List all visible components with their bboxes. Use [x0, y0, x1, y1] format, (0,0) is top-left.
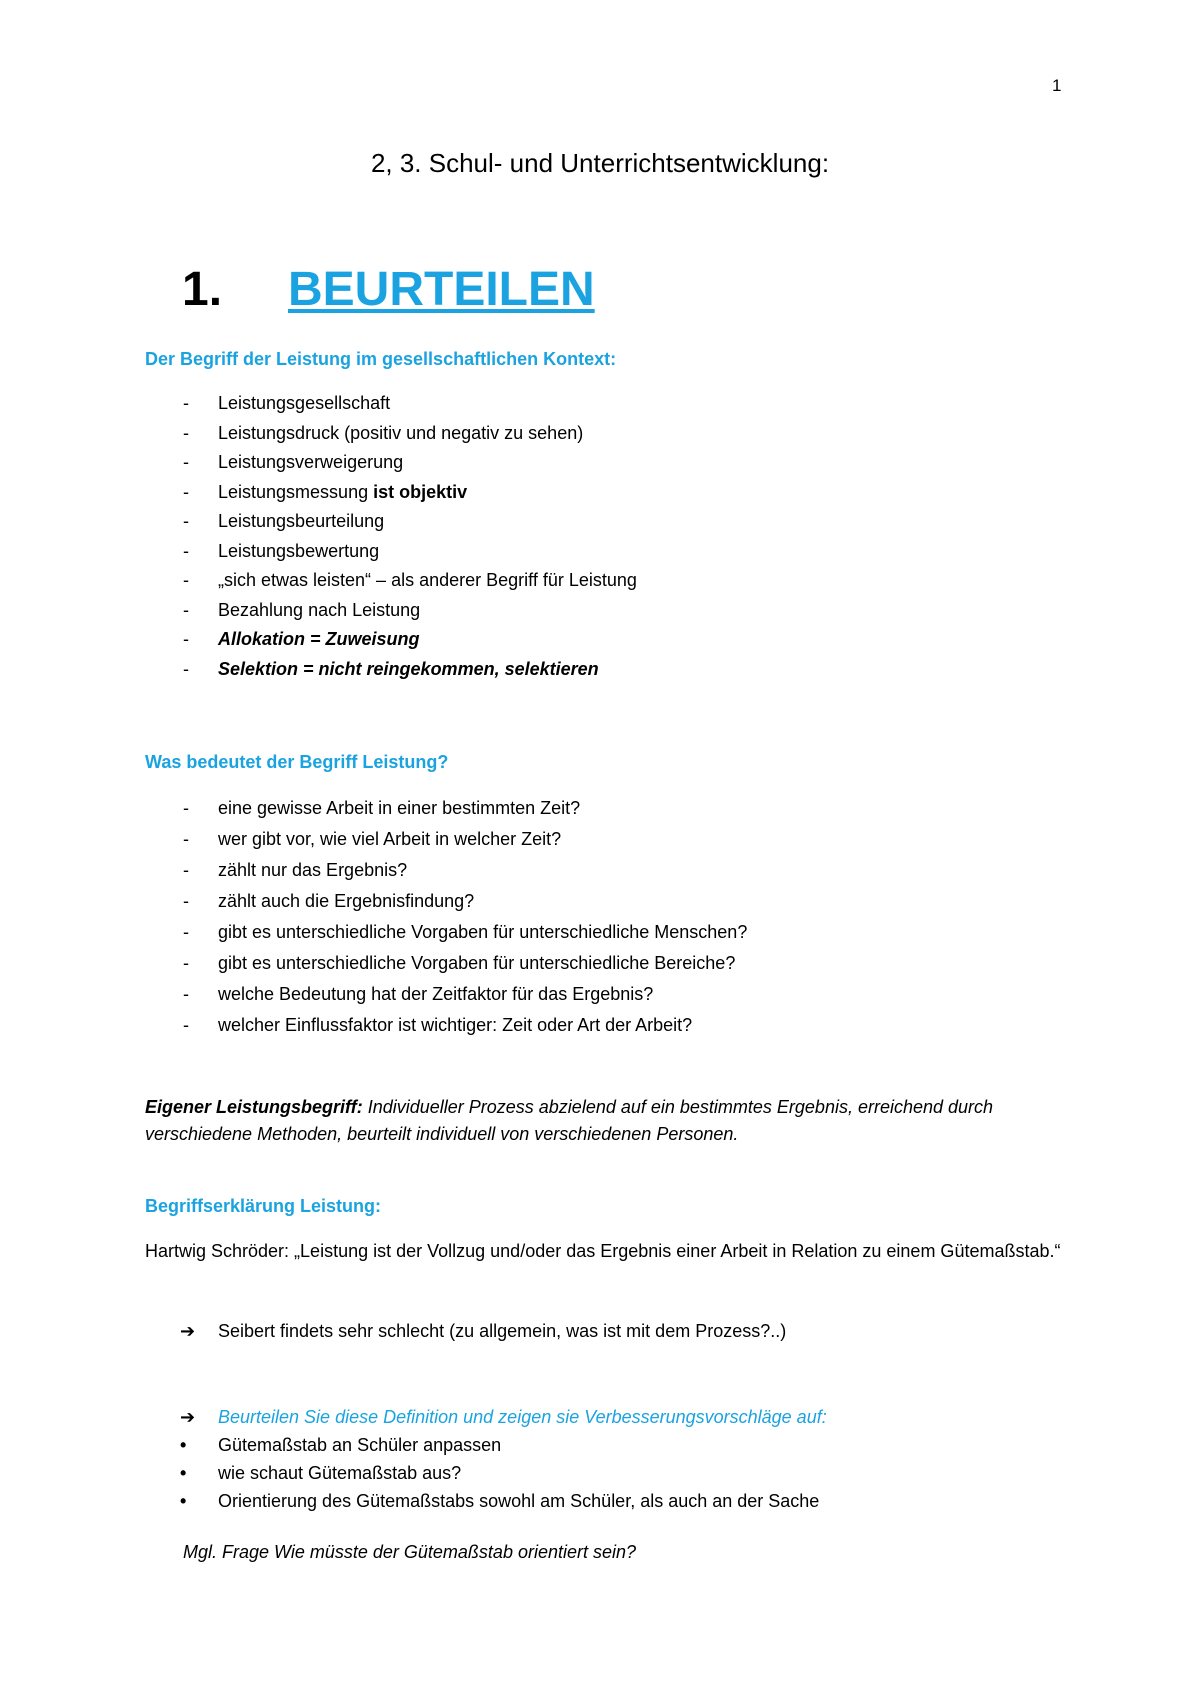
leistung-context-list	[145, 389, 637, 684]
list-item: - Selektion = nicht reingekommen, selektieren	[145, 655, 637, 685]
list-item: - gibt es unterschiedliche Vorgaben für unterschiedliche Bereiche?	[145, 948, 747, 979]
comment-line	[180, 1317, 786, 1345]
own-definition-text: Individueller Prozess abzielend auf ein bestimmtes Ergebnis, erreichend durch verschiedene Methoden, beurteilt individuell von verschiedenen Personen.	[145, 1097, 994, 1144]
improvement-bullet-list	[180, 1431, 819, 1515]
list-item: - zählt auch die Ergebnisfindung?	[145, 886, 747, 917]
list-item: • Orientierung des Gütemaßstabs sowohl am Schüler, als auch an der Sache	[180, 1487, 819, 1515]
leistung-questions-list	[145, 793, 747, 1041]
list-item: - Bezahlung nach Leistung	[145, 596, 637, 626]
task-text: Beurteilen Sie diese Definition und zeigen sie Verbesserungsvorschläge auf:	[218, 1407, 827, 1427]
arrow-right-icon: ➔	[180, 1321, 196, 1341]
comment-text: Seibert findets sehr schlecht (zu allgemein, was ist mit dem Prozess?..)	[218, 1321, 787, 1341]
arrow-right-icon: ➔	[180, 1407, 196, 1427]
bullet-icon: •	[180, 1435, 187, 1455]
list-item: - wer gibt vor, wie viel Arbeit in welcher Zeit?	[145, 824, 747, 855]
list-item: - Leistungsbewertung	[145, 537, 637, 567]
emphasis-objektiv: ist objektiv	[373, 481, 468, 502]
chapter-number: 1.	[182, 263, 223, 316]
list-item: - welche Bedeutung hat der Zeitfaktor für das Ergebnis?	[145, 979, 747, 1010]
list-item: - Leistungsmessung ist objektiv	[145, 478, 637, 508]
section-heading-begriffserklaerung: Begriffserklärung Leistung:	[145, 1196, 382, 1216]
task-line	[180, 1403, 827, 1431]
chapter-heading	[182, 262, 595, 317]
chapter-title: BEURTEILEN	[288, 263, 595, 316]
list-item: - gibt es unterschiedliche Vorgaben für unterschiedliche Menschen?	[145, 917, 747, 948]
list-item: - Leistungsbeurteilung	[145, 507, 637, 537]
list-item: - „sich etwas leisten“ – als anderer Begriff für Leistung	[145, 566, 637, 596]
own-definition-paragraph	[145, 1094, 1065, 1148]
list-item: • wie schaut Gütemaßstab aus?	[180, 1459, 819, 1487]
document-title: 2, 3. Schul- und Unterrichtsentwicklung:	[370, 148, 830, 178]
possible-question: Mgl. Frage Wie müsste der Gütemaßstab orientiert sein?	[183, 1542, 637, 1562]
bullet-icon: •	[180, 1463, 187, 1483]
list-item: - Leistungsverweigerung	[145, 448, 637, 478]
list-item: - Leistungsdruck (positiv und negativ zu sehen)	[145, 419, 637, 449]
own-definition-label: Eigener Leistungsbegriff:	[145, 1097, 363, 1117]
list-item: - welcher Einflussfaktor ist wichtiger: Zeit oder Art der Arbeit?	[145, 1010, 747, 1041]
list-item: - Leistungsgesellschaft	[145, 389, 637, 419]
bullet-icon: •	[180, 1491, 187, 1511]
list-item: - eine gewisse Arbeit in einer bestimmten Zeit?	[145, 793, 747, 824]
page-number: 1	[1052, 76, 1062, 95]
list-item: • Gütemaßstab an Schüler anpassen	[180, 1431, 819, 1459]
list-item: - Allokation = Zuweisung	[145, 625, 637, 655]
section-heading-gesellschaft: Der Begriff der Leistung im gesellschaftlichen Kontext:	[145, 349, 617, 369]
definition-quote: Hartwig Schröder: „Leistung ist der Vollzug und/oder das Ergebnis einer Arbeit in Relation zu einem Gütemaßstab.“	[145, 1241, 1061, 1261]
list-item: - zählt nur das Ergebnis?	[145, 855, 747, 886]
section-heading-bedeutung: Was bedeutet der Begriff Leistung?	[145, 752, 449, 772]
